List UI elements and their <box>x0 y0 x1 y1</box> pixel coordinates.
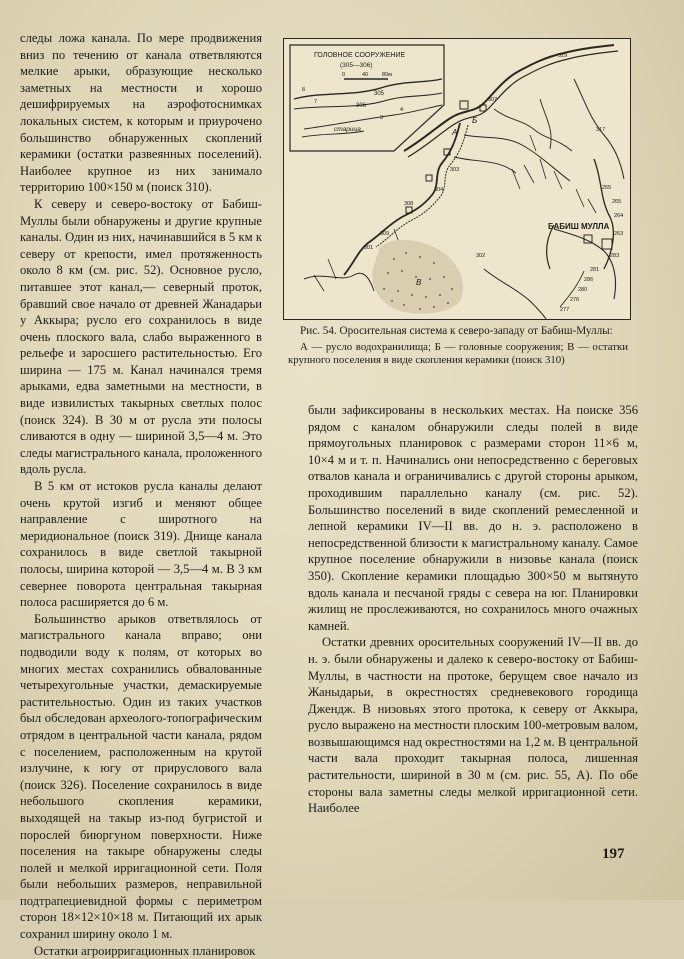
site-number: 4 <box>400 107 404 113</box>
site-number: 7 <box>314 99 318 105</box>
site-label: БАБИШ МУЛЛА <box>548 222 610 231</box>
letter-label: В <box>416 278 422 287</box>
figure-caption <box>288 325 628 368</box>
page-number: 197 <box>602 846 625 862</box>
paragraph: Большинство арыков ответвлялось от магистрального канала вправо; они подводили воду к полям, от которых во многих местах сохранились обвалованные четырехугольные участки, демаскируемые растительностью. Один из таких участков был обследован археолого-топографическим отрядом в центральной части канала, рядом с поселением, расположенным на крутой излучине, к югу от прируслового вала (поиск 326). Поселение сохранилось в виде небольшого скопления керамики, выходящей на такыр из-под бугристой и порослей биюргуном поверхности. Ниже поселения на такыре обнаружены следы полей и мелкой ирригационной сети. Поля были небольших размеров, неправильной подтрапециевидной формы с периметром сторон 18×12×10×18 м. Питающий их арык сохранил ширину около 1 м. <box>20 611 262 942</box>
site-number: 306 <box>356 103 367 109</box>
paragraph: К северу и северо-востоку от Бабиш-Муллы были обнаружены и другие крупные каналы. Один из них, начинавшийся в 5 км к северу от крепости, имел протяженность около 8 км (см. рис. 52). Основное русло, питавшее этот канал,— северный проток, бравший свое начало от древней Жанадарьи у Аккыра; русло его сохранилось в виде очень плоского вала, слабо выраженного в рельефе и заросшего растительностью. Его ширина — 175 м. Канал начинался тремя арыками, едва заметными на местности, в виде извилистых такырных светлых полос (поиск 324). В 30 м от русла эти полосы сливаются в одну — шириной 3,5—4 м. Это следы магистрального канала, проложенного вдоль русла. <box>20 196 262 477</box>
site-number: 305 <box>374 91 385 97</box>
site-number: 263 <box>614 231 624 237</box>
site-number: 286 <box>584 277 594 283</box>
site-number: 280 <box>578 287 588 293</box>
site-number: 265 <box>612 199 622 205</box>
site-number: 309 <box>380 231 390 237</box>
letter-label: Б <box>472 116 478 125</box>
site-number: 264 <box>614 213 624 219</box>
inset-subtitle: (305—306) <box>340 62 373 69</box>
site-number: 277 <box>560 307 570 313</box>
inset-title: ГОЛОВНОЕ СООРУЖЕНИЕ <box>314 52 406 59</box>
site-number: 302 <box>476 253 486 259</box>
scale-label: 40 <box>362 72 369 78</box>
site-number: 255 <box>602 185 612 191</box>
settlement-area <box>372 240 463 314</box>
site-number: 301 <box>364 245 374 251</box>
paragraph: были зафиксированы в нескольких местах. На поиске 356 рядом с каналом обнаружили следы полей в виде прямоугольных планировок с размерами сторон 11×6 м, 10×4 м и т. п. Начинались они непосредственно с береговых отвалов канала и ограничивались с другой стороны арыком, проходившим параллельно каналу (см. рис. 52). Большинство поселений в виде скоплений ремесленной и лепной керамики IV—II вв. до н. э. расположено в непосредственной близости к магистральному каналу. Самое крупное поселение обнаружили в низовье канала (поиск 350). Скопление керамики площадью 300×50 м вытянуто вдоль канала и песчаной гряды с севера на юг. Планировки жилищ не прослеживаются, но сохранилось много очажных камней. <box>308 403 638 633</box>
site-number: 308 <box>404 201 414 207</box>
paragraph: Остатки древних оросительных сооружений IV—II вв. до н. э. были обнаружены и далеко к северо-востоку от Бабиш-Муллы, в частности на протоке, берущем свое начало из Жаныдарьи, в окрестностях средневекового городища Джендж. В низовьях этого протока, к северу от Аккыра, русло выражено на местности плоским 100-метровым валом, возвышающимся над окрестностями на 1,2 м. В центральной части вала проходит такырная полоса, лишенная растительности, шириной в 30 м (см. рис. 55, А). По обе стороны вала заметны следы мелкой ирригационной сети. Наиболее <box>308 635 638 816</box>
site-number: 319 <box>558 53 568 59</box>
paragraph: следы ложа канала. По мере продвижения вниз по течению от канала ответвляются мелкие арыки, образующие несколько заметных на местности и хорошо дешифрируемых на аэрофотоснимках локальных систем, к которым и приурочено большинство обнаруженных скоплений керамики (остатки развеянных поселений). Наиболее крупное из них занимало территорию 100×150 м (поиск 310). <box>20 31 262 195</box>
scale-label: 0 <box>342 72 346 78</box>
site-number: 303 <box>450 167 460 173</box>
site-number: 317 <box>596 127 606 133</box>
scale-label: 80м <box>382 72 392 78</box>
site-number: 283 <box>610 253 620 259</box>
letter-label: А <box>452 128 458 137</box>
paragraph: Остатки агроирригационных планировок <box>34 943 256 958</box>
site-number: 307 <box>488 97 498 103</box>
inset-headworks <box>290 45 444 151</box>
paragraph: В 5 км от истоков русла каналы делают очень крутой изгиб и меняют общее направление с широтного на меридиональное (поиск 319). Днище канала сохранилось в виде светлой такырной полосы, ширина которой — 3,5—4 м. В 3 км севернее поворота центральная такырная полоса расширяется до 6 м. <box>20 479 262 610</box>
right-text-column <box>308 402 638 817</box>
site-number: 8 <box>302 87 306 93</box>
site-number: 3 <box>380 115 384 121</box>
caption-legend: А — русло водохранилища; Б — головные сооружения; В — остатки крупного поселения в виде скопления керамики (поиск 310) <box>288 340 628 367</box>
site-number: 304 <box>434 187 444 193</box>
site-number: 276 <box>570 297 580 303</box>
irrigation-map-figure <box>283 38 631 320</box>
site-number: 281 <box>590 267 600 273</box>
old-bed-label: старица <box>334 126 361 133</box>
left-text-column <box>20 30 262 959</box>
caption-title: Рис. 54. Оросительная система к северо-западу от Бабиш-Муллы: <box>300 325 613 337</box>
